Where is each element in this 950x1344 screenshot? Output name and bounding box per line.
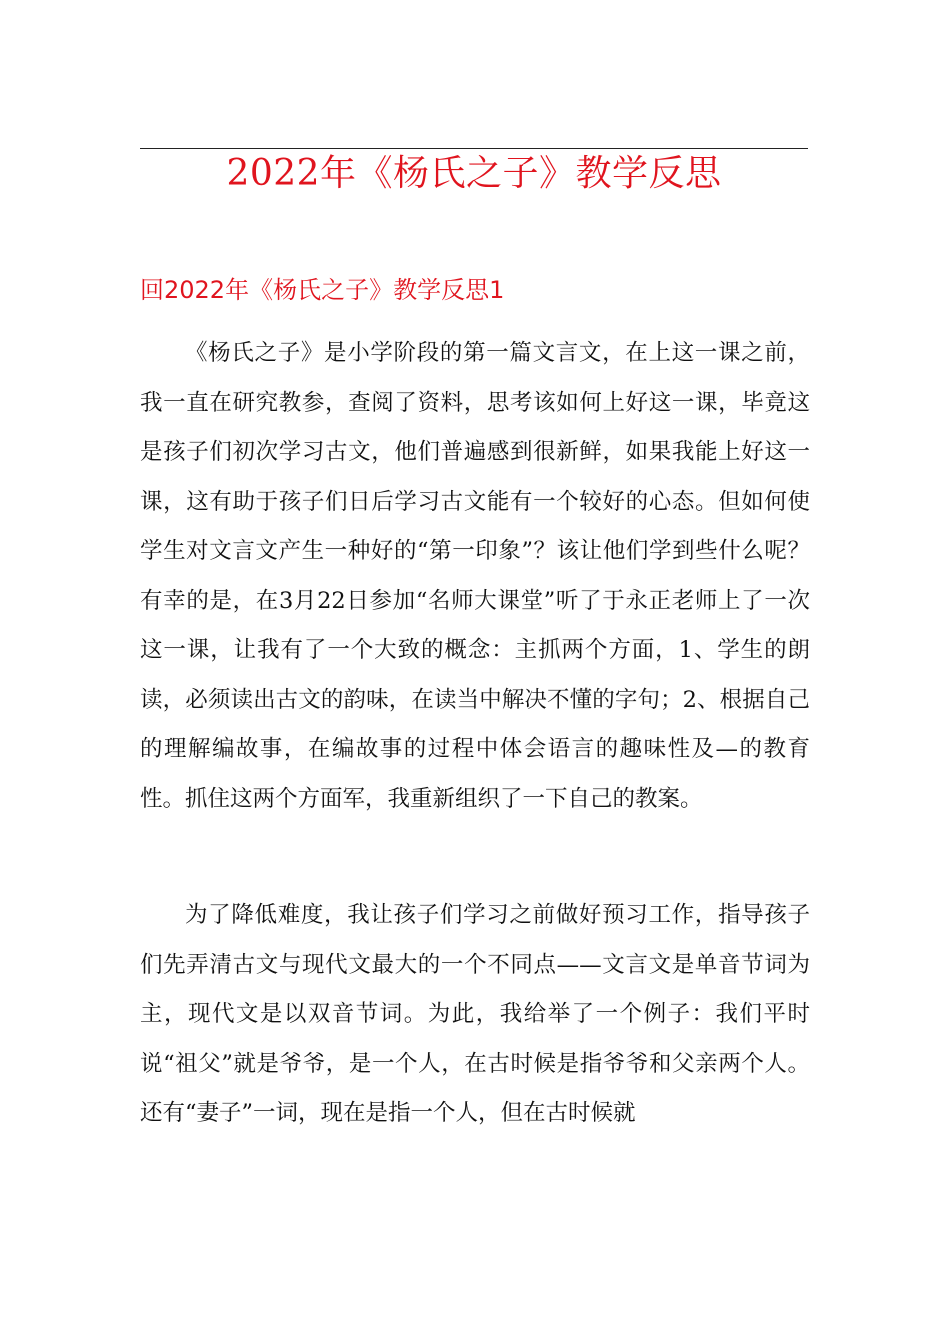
document-title: 2022年《杨氏之子》教学反思 (226, 153, 722, 194)
body-paragraph-2: 为了降低难度，我让孩子们学习之前做好预习工作，指导孩子们先弄清古文与现代文最大的一个不同点——文言文是单音节词为主，现代文是以双音节词。为此，我给举了一个例子：我们平时说“祖父”就是爷爷，是一个人，在古时候是指爷爷和父亲两个人。还有“妻子”一词，现在是指一个人，但在古时候就 (140, 902, 810, 1126)
body-paragraph-1: 《杨氏之子》是小学阶段的第一篇文言文，在上这一课之前，我一直在研究教参，查阅了资料，思考该如何上好这一课，毕竟这是孩子们初次学习古文，他们普遍感到很新鲜，如果我能上好这一课，这有助于孩子们日后学习古文能有一个较好的心态。但如何使学生对文言文产生一种好的“第一印象”？该让他们学到些什么呢？有幸的是，在3月22日参加“名师大课堂”听了于永正老师上了一次这一课，让我有了一个大致的概念：主抓两个方面，1、学生的朗读，必须读出古文的韵味，在读当中解决不懂的字句；2、根据自己的理解编故事，在编故事的过程中体会语言的趣味性及—的教育性。抓住这两个方面军，我重新组织了一下自己的教案。 (140, 340, 810, 812)
header-rule (140, 148, 808, 149)
section-heading: 回2022年《杨氏之子》教学反思1 (140, 276, 505, 304)
